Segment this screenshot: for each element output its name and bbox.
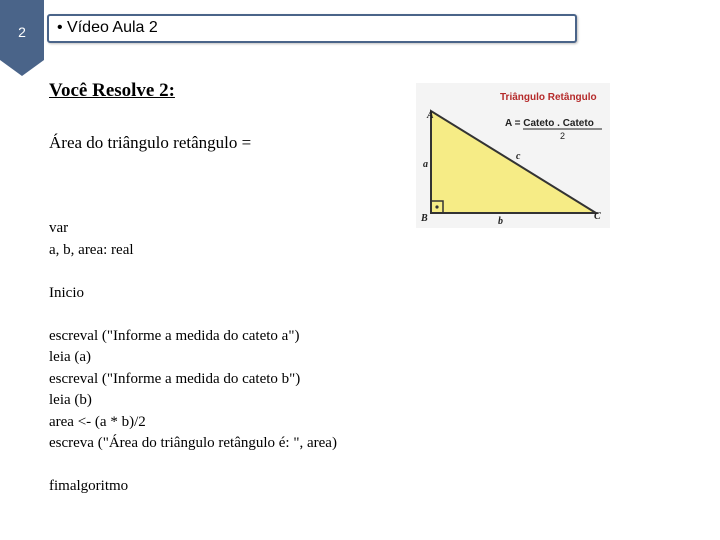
code-line: escreval ("Informe a medida do cateto b") (49, 370, 301, 387)
right-triangle-figure (416, 83, 610, 228)
slide-number: 2 (18, 24, 26, 40)
vertex-c-label: C (594, 211, 601, 222)
exercise-heading: Você Resolve 2: (49, 80, 175, 101)
vertex-b-label: B (421, 213, 428, 224)
formula-denominator: 2 (560, 131, 566, 141)
code-line: a, b, area: real (49, 241, 134, 258)
code-line: area <- (a * b)/2 (49, 413, 146, 430)
code-line: fimalgoritmo (49, 478, 129, 494)
code-line: Inicio (49, 284, 84, 301)
side-c-label: c (516, 151, 521, 162)
figure-title: Triângulo Retângulo (500, 92, 597, 103)
pseudocode-block (49, 218, 337, 498)
code-line: escreva ("Área do triângulo retângulo é: ", area) (49, 435, 337, 451)
code-line: leia (b) (49, 392, 92, 408)
header-title: • Vídeo Aula 2 (57, 19, 158, 36)
code-line: leia (a) (49, 349, 92, 365)
side-a-label: a (423, 159, 428, 170)
formula-text: A = Cateto . Cateto (505, 118, 594, 129)
side-b-label: b (498, 216, 503, 227)
header-box (47, 14, 577, 43)
area-statement: Área do triângulo retângulo = (49, 133, 252, 152)
code-line: var (49, 220, 69, 236)
vertex-a-label: A (427, 110, 434, 121)
code-line: escreval ("Informe a medida do cateto a") (49, 327, 300, 344)
